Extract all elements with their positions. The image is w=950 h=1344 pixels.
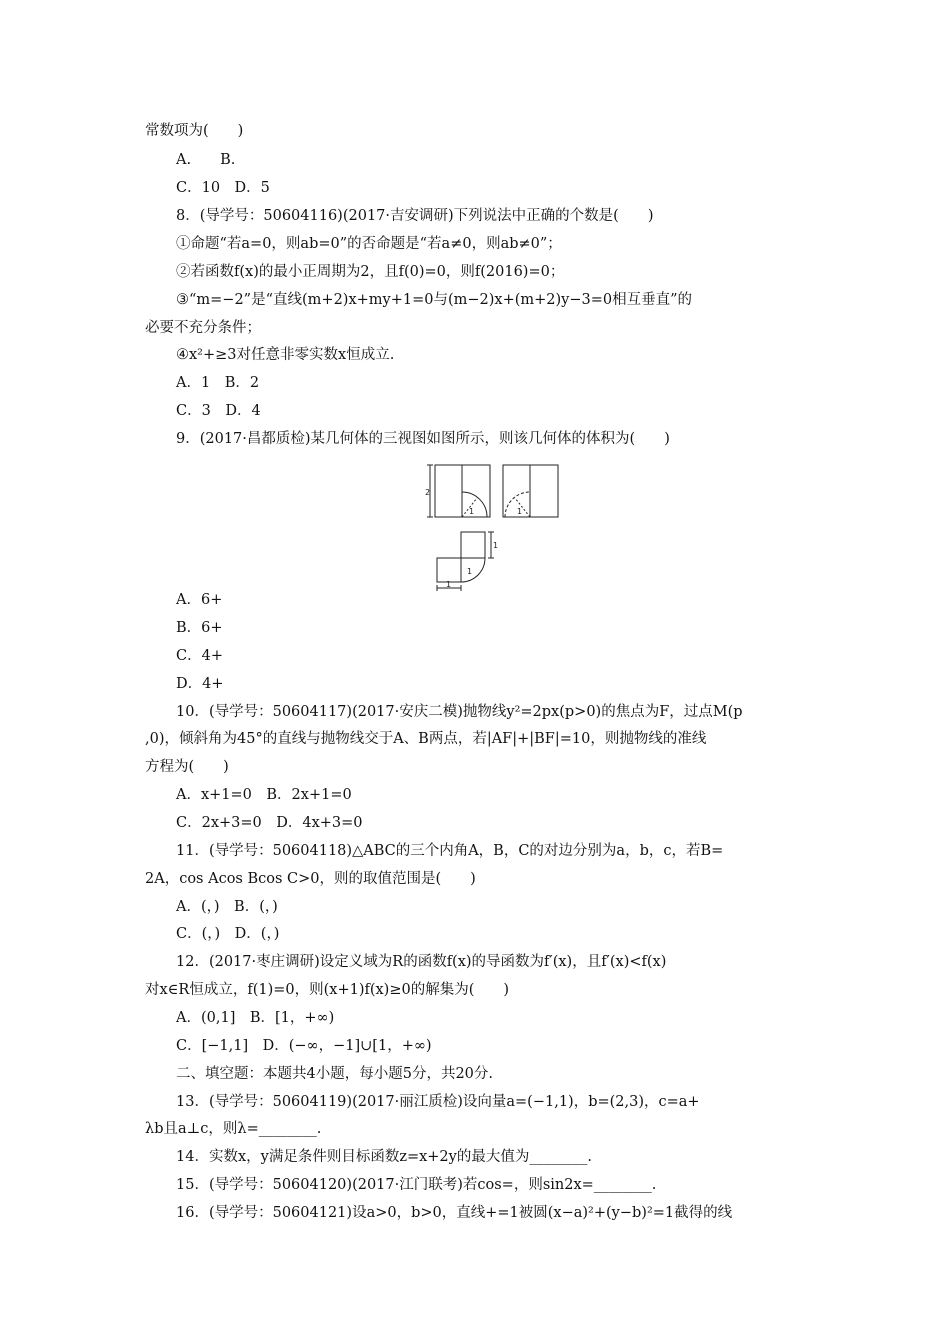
text-line: λb且a⊥c，则λ=________. [145, 1121, 322, 1137]
three-view-figure [425, 462, 565, 592]
text-line: A．6+ [176, 592, 223, 608]
text-line: ②若函数f(x)的最小正周期为2，且f(0)=0，则f(2016)=0； [176, 264, 565, 280]
figure-label-top-height: 1 [493, 541, 499, 550]
question-8: 8．(导学号：50604116)(2017·吉安调研)下列说法中正确的个数是( ) [176, 208, 654, 224]
section-heading: 二、填空题：本题共4小题，每小题5分，共20分. [176, 1066, 494, 1082]
text-line: C．3 D．4 [176, 403, 261, 419]
question-10: 10．(导学号：50604117)(2017·安庆二模)抛物线y²=2px(p>0)的焦点为F，过点M(p [176, 704, 743, 720]
question-15: 15．(导学号：50604120)(2017·江门联考)若cos=，则sin2x=________. [176, 1177, 657, 1193]
question-11: 11．(导学号：50604118)△ABC的三个内角A，B，C的对边分别为a，b，c，若B= [176, 843, 724, 859]
question-16: 16．(导学号：50604121)设a>0，b>0，直线+=1被圆(x−a)²+(y−b)²=1截得的线 [176, 1205, 733, 1221]
question-13: 13．(导学号：50604119)(2017·丽江质检)设向量a=(−1,1)，b=(2,3)，c=a+ [176, 1094, 700, 1110]
text-line: B．6+ [176, 620, 223, 636]
question-12: 12．(2017·枣庄调研)设定义域为R的函数f(x)的导函数为f′(x)，且f′(x)<f(x) [176, 954, 667, 970]
text-line: A．1 B．2 [176, 375, 260, 391]
text-line: D．4+ [176, 676, 224, 692]
figure-label-height: 2 [425, 488, 431, 497]
text-line: ,0)，倾斜角为45°的直线与抛物线交于A、B两点，若|AF|+|BF|=10，则抛物线的准线 [145, 731, 707, 747]
text-line: 常数项为( ) [145, 123, 244, 139]
text-line: ③“m=−2”是“直线(m+2)x+my+1=0与(m−2)x+(m+2)y−3=0相互垂直”的 [176, 292, 693, 308]
question-14: 14．实数x，y满足条件则目标函数z=x+2y的最大值为________. [176, 1149, 592, 1165]
text-line: C．[−1,1] D．(−∞，−1]∪[1，+∞) [176, 1038, 432, 1054]
text-line: C．2x+3=0 D．4x+3=0 [176, 815, 363, 831]
figure-label-top-width: 1 [446, 580, 452, 589]
text-line: C．10 D．5 [176, 180, 270, 196]
text-line: C．4+ [176, 648, 223, 664]
text-line: A. B. [176, 152, 236, 168]
figure-label-radius-side: 1 [517, 507, 523, 516]
figure-label-radius-front: 1 [469, 507, 475, 516]
text-line: 方程为( ) [145, 759, 229, 775]
text-line: A．x+1=0 B．2x+1=0 [176, 787, 352, 803]
figure-label-radius-top: 1 [467, 567, 473, 576]
text-line: A．(0,1] B．[1，+∞) [176, 1010, 335, 1026]
text-line: 2A，cos Acos Bcos C>0，则的取值范围是( ) [145, 871, 476, 887]
text-line: C．(，) D．(，) [176, 926, 280, 942]
question-9: 9．(2017·昌都质检)某几何体的三视图如图所示，则该几何体的体积为( ) [176, 431, 670, 447]
text-line: ④x²+≥3对任意非零实数x恒成立. [176, 347, 395, 363]
text-line: 对x∈R恒成立，f(1)=0，则(x+1)f(x)≥0的解集为( ) [145, 982, 510, 998]
text-line: 必要不充分条件； [145, 320, 261, 336]
text-line: A．(，) B．(，) [176, 899, 278, 915]
text-line: ①命题“若a=0，则ab=0”的否命题是“若a≠0，则ab≠0”； [176, 236, 562, 252]
